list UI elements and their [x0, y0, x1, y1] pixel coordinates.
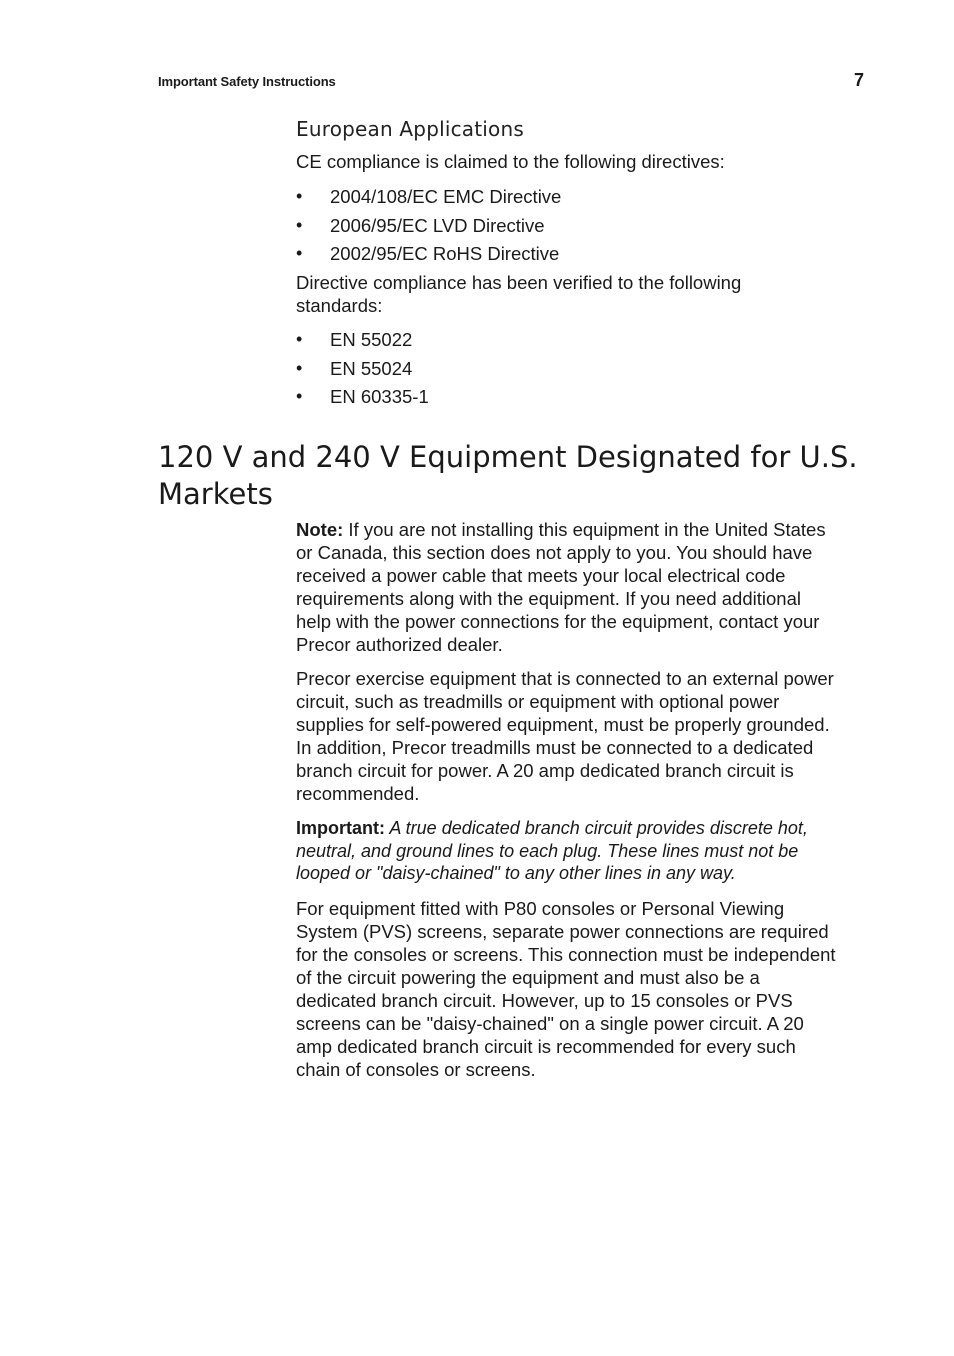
- ce-compliance-intro: CE compliance is claimed to the following directives:: [296, 151, 725, 172]
- important-label: Important:: [296, 818, 385, 838]
- list-item: [296, 328, 841, 357]
- standard-label: EN 55024: [330, 357, 413, 379]
- directive-label: 2002/95/EC RoHS Directive: [330, 243, 560, 264]
- list-item: [296, 357, 841, 386]
- note-paragraph: [296, 518, 841, 656]
- bullet-icon: •: [296, 186, 303, 206]
- list-item: [296, 242, 841, 271]
- bullet-icon: •: [296, 329, 303, 349]
- important-text: A true dedicated branch circuit provides discrete hot, neutral, and ground lines to each plug. These lines must not be looped or "daisy-chained" to any other lines in any way.: [296, 818, 808, 883]
- standards-list: [296, 328, 841, 414]
- bullet-icon: •: [296, 357, 303, 378]
- grounding-paragraph: Precor exercise equipment that is connected to an external power circuit, such as treadmills or equipment with optional power supplies for self-powered equipment, must be properly grounded. In addition, Precor treadmills must be connected to a dedicated branch circuit for power. A 20 amp dedicated branch circuit is recommended.: [296, 668, 834, 804]
- important-paragraph: [296, 817, 841, 885]
- directive-label: 2006/95/EC LVD Directive: [330, 214, 545, 236]
- list-item: [296, 385, 841, 414]
- consoles-paragraph: For equipment fitted with P80 consoles or Personal Viewing System (PVS) screens, separate power connections are required for the consoles or screens. This connection must be independent of the circuit powering the equipment and must also be a dedicated branch circuit. However, up to 15 consoles or PVS screens can be "daisy-chained" on a single power circuit. A 20 amp dedicated branch circuit is recommended for every such chain of consoles or screens.: [296, 898, 836, 1080]
- us-markets-heading: 120 V and 240 V Equipment Designated for U.S. Markets: [158, 440, 858, 511]
- note-text: If you are not installing this equipment in the United States or Canada, this section does not apply to you. You should have received a power cable that meets your local electrical code requirements along with the equipment. If you need additional help with the power connections for the equipment, contact your Precor authorized dealer.: [296, 519, 826, 655]
- standards-intro: Directive compliance has been verified to the following standards:: [296, 272, 742, 316]
- directives-list: [296, 185, 841, 271]
- bullet-icon: •: [296, 214, 303, 235]
- standard-label: EN 55022: [330, 329, 413, 350]
- bullet-icon: •: [296, 386, 303, 406]
- standard-label: EN 60335-1: [330, 386, 429, 407]
- directive-label: 2004/108/EC EMC Directive: [330, 186, 562, 207]
- list-item: [296, 214, 841, 243]
- european-applications-heading: European Applications: [296, 117, 524, 141]
- note-label: Note:: [296, 519, 344, 540]
- list-item: [296, 185, 841, 214]
- bullet-icon: •: [296, 243, 303, 263]
- running-header-title: Important Safety Instructions: [158, 74, 336, 89]
- page-number: 7: [854, 70, 865, 90]
